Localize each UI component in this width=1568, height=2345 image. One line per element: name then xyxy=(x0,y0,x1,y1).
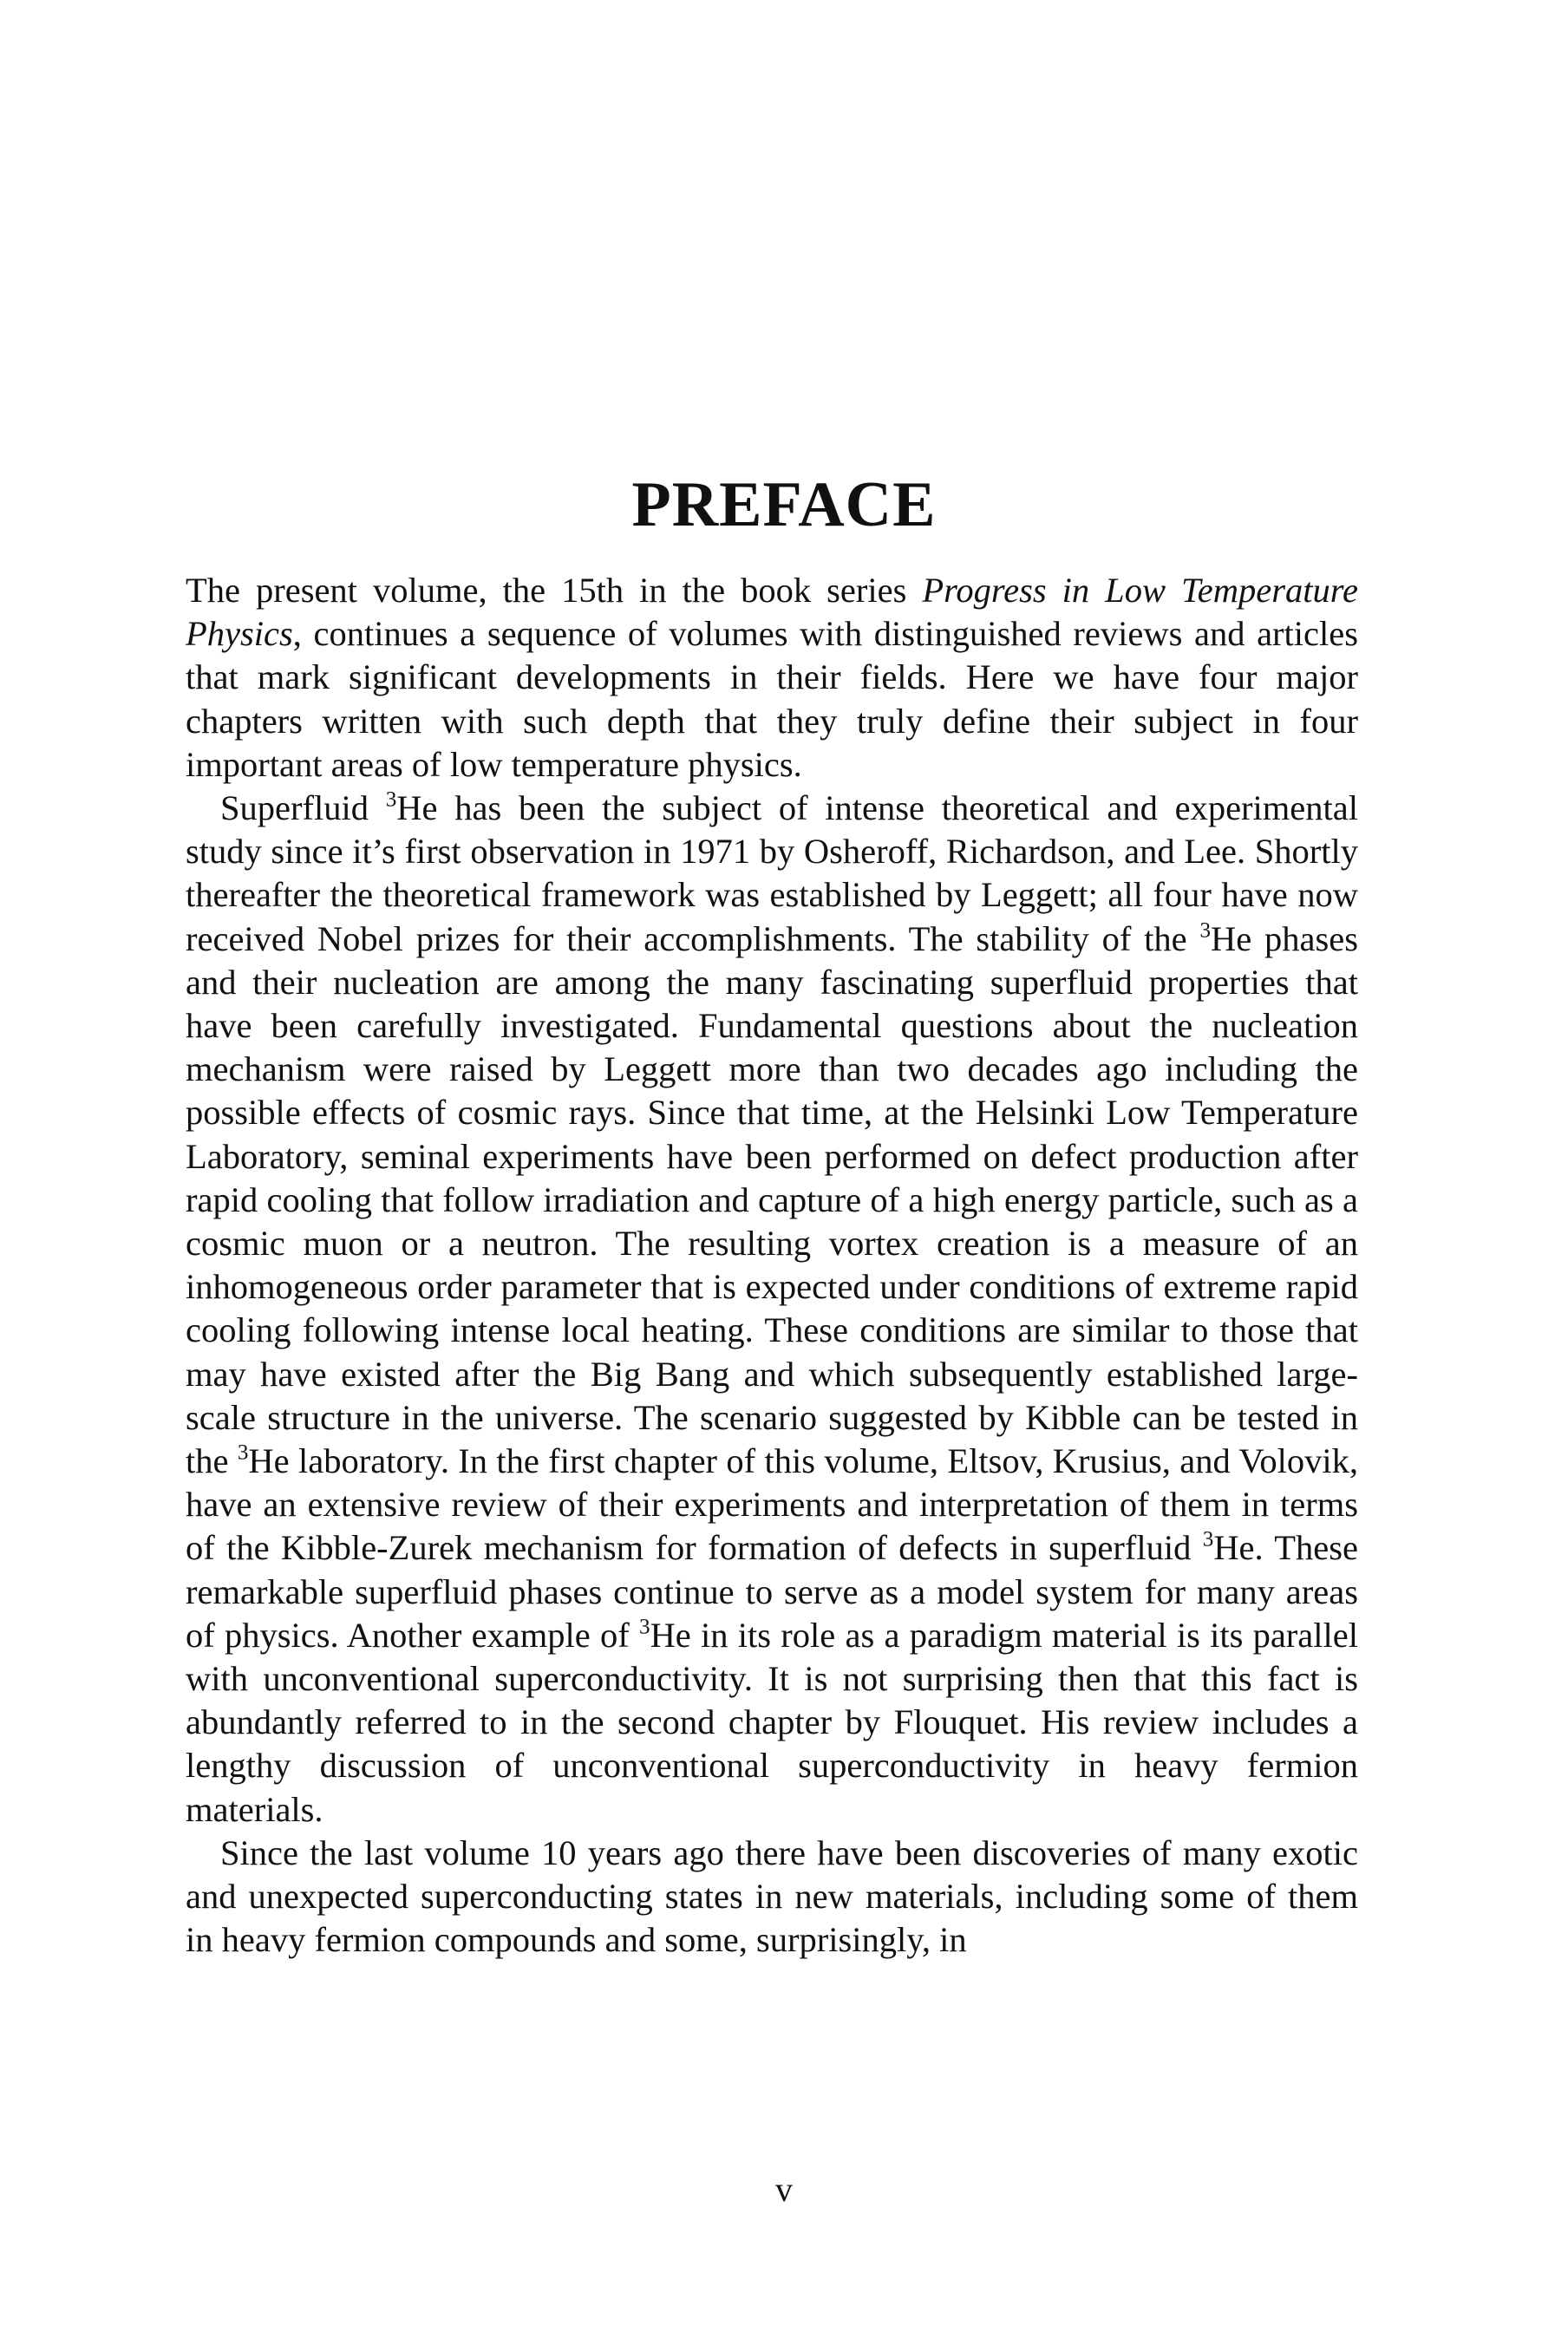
page-title: PREFACE xyxy=(631,469,937,540)
isotope-superscript: 3 xyxy=(1199,918,1211,943)
italic-title: Progress in Low Temperature Physics xyxy=(186,571,1358,654)
text-run: He in its role as a paradigm material is its parallel with unconventional superconductivity. It is not surprising then that this fact is abundantly referred to in the second chapter by Flouquet. His review includes a lengthy discussion of unconventional superconductivity in heavy fermion materials. xyxy=(186,1615,1359,1829)
text-run: Since the last volume 10 years ago there have been discoveries of many exotic and unexpected superconducting states in new materials, including some of them in heavy fermion compounds and some, surprisingly, in xyxy=(186,1832,1358,1960)
text-run: , continues a sequence of volumes with distinguished reviews and articles that mark significant developments in their fields. Here we have four major chapters written with such depth that they truly define their subject in four important areas of low temperature physics. xyxy=(186,614,1358,784)
page-number: v xyxy=(775,2170,793,2209)
text-run: He laboratory. In the first chapter of this volume, Eltsov, Krusius, and Volovik, have an extensive review of their experiments and interpretation of them in terms of the Kibble-Zurek mechanism for formation of defects in superfluid xyxy=(186,1441,1358,1568)
isotope-superscript: 3 xyxy=(639,1615,650,1639)
paragraph xyxy=(186,787,1358,1832)
isotope-superscript: 3 xyxy=(1202,1527,1214,1551)
isotope-superscript: 3 xyxy=(385,787,397,812)
paragraph xyxy=(186,1832,1358,1963)
text-run: The present volume, the 15th in the book series xyxy=(186,571,923,610)
paragraph xyxy=(186,569,1358,787)
isotope-superscript: 3 xyxy=(237,1440,249,1465)
text-run: He. These remarkable superfluid phases continue to serve as a model system for many areas of physics. Another example of xyxy=(186,1528,1358,1655)
preface-body xyxy=(186,569,1358,1963)
text-run: He has been the subject of intense theoretical and experimental study since it’s first observation in 1971 by Osheroff, Richardson, and Lee. Shortly thereafter the theoretical framework was established by Leggett; all four have now received Nobel prizes for their accomplishments. The stability of the xyxy=(186,788,1358,958)
text-run: He phases and their nucleation are among the many fascinating superfluid properties that have been carefully investigated. Fundamental questions about the nucleation mechanism were raised by Leggett more than two decades ago including the possible effects of cosmic rays. Since that time, at the Helsinki Low Temperature Laboratory, seminal experiments have been performed on defect production after rapid cooling that follow irradiation and capture of a high energy particle, such as a cosmic muon or a neutron. The resulting vortex creation is a measure of an inhomogeneous order parameter that is expected under conditions of extreme rapid cooling following intense local heating. These conditions are similar to those that may have existed after the Big Bang and which subsequently established large-scale structure in the universe. The scenario suggested by Kibble can be tested in the xyxy=(186,918,1358,1481)
text-run: Superfluid xyxy=(220,788,386,828)
